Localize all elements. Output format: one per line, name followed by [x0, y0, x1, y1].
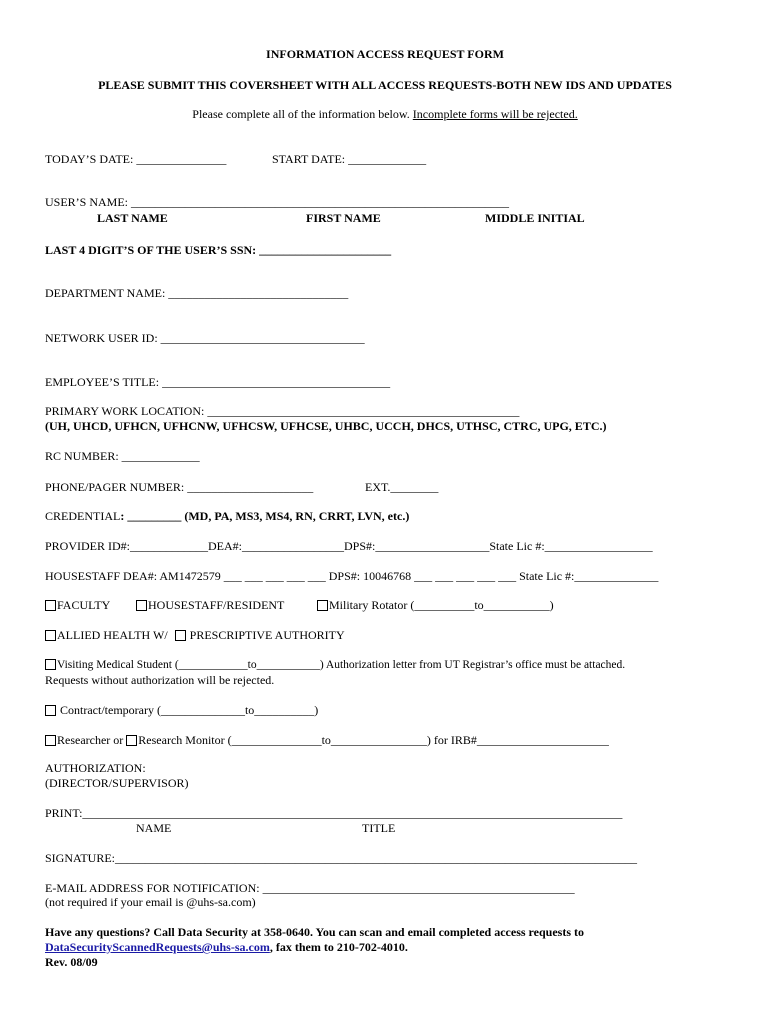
- military-checkbox[interactable]: [317, 600, 328, 611]
- middle-initial-label: MIDDLE INITIAL: [485, 211, 585, 225]
- ssn-field[interactable]: LAST 4 DIGIT’S OF THE USER’S SSN: ______________________: [45, 243, 392, 257]
- last-name-label: LAST NAME: [97, 211, 168, 225]
- faculty-option[interactable]: [45, 598, 110, 612]
- military-label: Military Rotator (__________to___________): [329, 598, 554, 612]
- housestaff-checkbox[interactable]: [136, 600, 147, 611]
- instruction-text: Please complete all of the information below.: [192, 107, 410, 121]
- revision: Rev. 08/09: [45, 955, 98, 969]
- department-field[interactable]: DEPARTMENT NAME: ______________________________: [45, 286, 349, 300]
- signature-field[interactable]: SIGNATURE:_______________________________________________________________________________________: [45, 851, 638, 865]
- instruction-line: [0, 107, 770, 121]
- allied-health-checkbox[interactable]: [45, 630, 56, 641]
- provider-id-field[interactable]: PROVIDER ID#:_____________DEA#:_________________DPS#:___________________State Lic #:__________________: [45, 539, 653, 553]
- credential-label: CREDENTIAL: [45, 509, 121, 523]
- housestaff-label: HOUSESTAFF/RESIDENT: [148, 598, 285, 612]
- prescriptive-label: PRESCRIPTIVE AUTHORITY: [189, 628, 345, 642]
- housestaff-dea-field[interactable]: HOUSESTAFF DEA#: AM1472579 ___ ___ ___ ___ ___ DPS#: 10046768 ___ ___ ___ ___ ___ State Lic #:______________: [45, 569, 659, 583]
- prescriptive-checkbox[interactable]: [175, 630, 186, 641]
- form-title: INFORMATION ACCESS REQUEST FORM: [266, 47, 504, 61]
- authorization-sub: (DIRECTOR/SUPERVISOR): [45, 776, 189, 790]
- military-rotator-option[interactable]: [317, 598, 554, 612]
- contract-label: Contract/temporary (______________to__________): [57, 703, 319, 717]
- print-name-label: NAME: [136, 821, 172, 835]
- first-name-label: FIRST NAME: [306, 211, 381, 225]
- visiting-checkbox[interactable]: [45, 659, 56, 670]
- contract-checkbox[interactable]: [45, 705, 56, 716]
- researcher-label: Researcher or: [57, 733, 124, 747]
- researcher-option[interactable]: [45, 733, 609, 747]
- contract-option[interactable]: [45, 703, 318, 717]
- locations-list: (UH, UHCD, UFHCN, UFHCNW, UFHCSW, UFHCSE, UHBC, UCCH, DHCS, UTHSC, CTRC, UPG, ETC.): [45, 419, 607, 433]
- visiting-note: Requests without authorization will be rejected.: [45, 673, 275, 687]
- rc-number-field[interactable]: RC NUMBER: _____________: [45, 449, 200, 463]
- email-note: (not required if your email is @uhs-sa.com): [45, 895, 256, 909]
- incomplete-warning: Incomplete forms will be rejected.: [412, 107, 578, 121]
- credential-field[interactable]: [45, 509, 409, 523]
- data-security-email-link[interactable]: DataSecurityScannedRequests@uhs-sa.com: [45, 940, 270, 954]
- authorization-heading: AUTHORIZATION:: [45, 761, 146, 775]
- print-title-label: TITLE: [362, 821, 396, 835]
- contact-line: [45, 940, 408, 954]
- ext-field[interactable]: EXT.________: [365, 480, 439, 494]
- questions-line: Have any questions? Call Data Security at 358-0640. You can scan and email completed access requests to: [45, 925, 584, 939]
- visiting-student-option[interactable]: [45, 658, 625, 672]
- email-notification-field[interactable]: E-MAIL ADDRESS FOR NOTIFICATION: ____________________________________________________: [45, 881, 575, 895]
- credential-options: : _________ (MD, PA, MS3, MS4, RN, CRRT, LVN, etc.): [120, 509, 410, 523]
- users-name-field[interactable]: USER’S NAME: _______________________________________________________________: [45, 195, 510, 209]
- faculty-label: FACULTY: [57, 598, 111, 612]
- research-monitor-label: Research Monitor (_______________to________________) for IRB#______________________: [138, 733, 609, 747]
- research-monitor-checkbox[interactable]: [126, 735, 137, 746]
- housestaff-resident-option[interactable]: [136, 598, 284, 612]
- researcher-checkbox[interactable]: [45, 735, 56, 746]
- phone-pager-field[interactable]: PHONE/PAGER NUMBER: _____________________: [45, 480, 314, 494]
- allied-health-label: ALLIED HEALTH W/: [57, 628, 168, 642]
- faculty-checkbox[interactable]: [45, 600, 56, 611]
- employee-title-field[interactable]: EMPLOYEE’S TITLE: ______________________________________: [45, 375, 391, 389]
- network-id-field[interactable]: NETWORK USER ID: __________________________________: [45, 331, 365, 345]
- work-location-field[interactable]: PRIMARY WORK LOCATION: ____________________________________________________: [45, 404, 520, 418]
- start-date-field[interactable]: START DATE: _____________: [272, 152, 427, 166]
- print-field[interactable]: PRINT:__________________________________________________________________________________________: [45, 806, 623, 820]
- allied-health-option[interactable]: [45, 628, 345, 642]
- form-subtitle: PLEASE SUBMIT THIS COVERSHEET WITH ALL ACCESS REQUESTS-BOTH NEW IDS AND UPDATES: [98, 78, 672, 92]
- fax-text: , fax them to 210-702-4010.: [269, 940, 408, 954]
- todays-date-field[interactable]: TODAY’S DATE: _______________: [45, 152, 227, 166]
- visiting-label: Visiting Medical Student (____________to___________) Authorization letter from UT Registrar’s office must be attached.: [57, 659, 626, 671]
